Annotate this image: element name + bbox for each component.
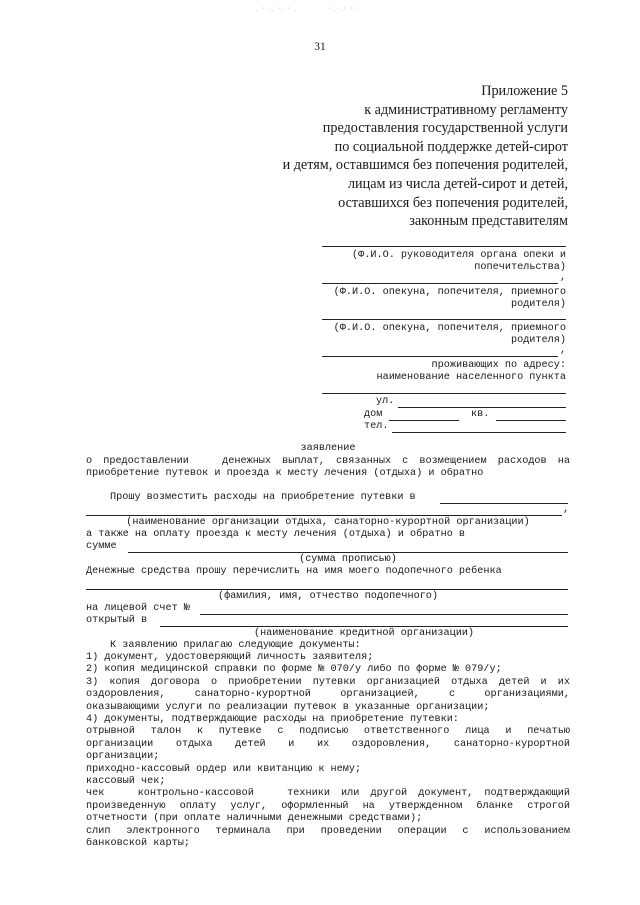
resort-field-cont[interactable] [86, 515, 562, 516]
attachment-item: банковской карты; [86, 838, 190, 850]
guardian-2-name-line[interactable] [322, 319, 566, 320]
attachment-item: организации; [86, 751, 160, 763]
attachment-item: 2) копия медицинской справки по форме № 070/у либо по форме № 079/у; [86, 664, 502, 676]
appendix-line: законным представителям [409, 213, 568, 230]
appendix-line: лицам из числа детей-сирот и детей, [347, 175, 568, 192]
comma: , [560, 272, 567, 283]
ward-caption: (фамилия, имя, отчество подопечного) [217, 591, 439, 602]
attachment-item: слип электронного терминала при проведении операции с использованием [86, 825, 570, 837]
subtitle-line: приобретение путевок и проезда к месту лечения (отдыха) и обратно [86, 468, 484, 480]
page-number: 31 [314, 41, 326, 53]
resort-field[interactable] [440, 503, 568, 504]
sum-label: сумме [86, 541, 117, 552]
guardian-extra-line[interactable] [322, 356, 558, 357]
attachment-item: 3) копия договора о приобретении путевки организацией отдыха детей и их [86, 676, 570, 688]
attachment-item: 4) документы, подтверждающие расходы на приобретение путевки: [86, 714, 459, 726]
appendix-line: и детям, оставшимся без попечения родителей, [282, 157, 568, 174]
appendix-header [168, 82, 568, 231]
guardian-1-caption-2: родителя) [510, 299, 566, 310]
opened-label: открытый в [86, 615, 148, 626]
scan-artifact: ·.·.· · · [330, 4, 361, 13]
appendix-line: Приложение 5 [481, 83, 568, 99]
attachment-item: оказывающими услуги по реализации путевок в указанные организации; [86, 701, 490, 713]
comma: , [563, 504, 570, 515]
bank-caption: (наименование кредитной организации) [253, 628, 475, 639]
statement-subtitle [86, 456, 570, 481]
request-text: Прошу возместить расходы на приобретение путевки в [110, 492, 416, 503]
account-label: на лицевой счет № [86, 603, 190, 614]
bank-field[interactable] [160, 626, 568, 627]
sum-caption: (сумма прописью) [299, 554, 397, 565]
transfer-text: Денежные средства прошу перечислить на имя моего подопечного ребенка [86, 566, 502, 577]
subtitle-line: о предоставлении денежных выплат, связанных с возмещением расходов на [86, 456, 570, 467]
attachment-item: отрывной талон к путевке с подписью ответственного лица и печатью [86, 726, 570, 738]
phone-field[interactable] [392, 432, 566, 433]
org-caption: (наименование организации отдыха, санаторно-курортной организации) [126, 517, 530, 528]
statement-title: заявление [300, 443, 356, 454]
attachment-item: приходно-кассовый ордер или квитанцию к нему; [86, 763, 362, 775]
account-field[interactable] [200, 614, 568, 615]
head-caption-2: попечительства) [474, 262, 566, 273]
attachment-item: 1) документ, удостоверяющий личность заявителя; [86, 652, 374, 663]
guardian-2-caption-2: родителя) [510, 335, 566, 346]
house-field[interactable] [389, 420, 459, 421]
appendix-line: оставшихся без попечения родителей, [338, 194, 568, 211]
house-label: дом [364, 409, 383, 420]
attachment-item: чек контрольно-кассовой техники или другой документ, подтверждающий [86, 788, 570, 800]
comma: , [560, 345, 567, 356]
attachment-item: отчетности (при оплате наличными денежными средствами); [86, 813, 423, 825]
attachments-intro: К заявлению прилагаю следующие документы: [110, 640, 361, 651]
appendix-line: к административному регламенту [364, 101, 568, 118]
head-name-line[interactable] [322, 246, 566, 247]
attachment-item: кассовый чек; [86, 776, 166, 788]
ward-name-field[interactable] [86, 589, 568, 590]
guardian-1-name-line[interactable] [322, 283, 558, 284]
guardian-1-caption-1: (Ф.И.О. опекуна, попечителя, приемного [333, 287, 566, 298]
scan-artifact: . · .. ·. · . [256, 4, 297, 13]
locality-line[interactable] [322, 393, 566, 394]
street-field[interactable] [398, 407, 566, 408]
street-label: ул. [376, 396, 395, 407]
head-caption-1: (Ф.И.О. руководителя органа опеки и [352, 250, 566, 261]
attachments-list [86, 652, 570, 851]
residing-label: проживающих по адресу: [431, 360, 566, 371]
travel-text: а также на оплату проезда к месту лечения (отдыха) и обратно в [86, 529, 466, 540]
phone-label: тел. [364, 421, 389, 432]
apt-field[interactable] [496, 420, 566, 421]
locality-label: наименование населенного пункта [376, 372, 566, 383]
attachment-item: оздоровления, санаторно-курортной организацией, с организациями, [86, 689, 570, 701]
apt-label: кв. [471, 409, 490, 420]
attachment-item: организации отдыха детей и их оздоровления, санаторно-курортной [86, 738, 570, 750]
guardian-2-caption-1: (Ф.И.О. опекуна, попечителя, приемного [333, 323, 566, 334]
attachment-item: произведенную оплату услуг, оформленный на утвержденном бланке строгой [86, 800, 570, 812]
sum-field[interactable] [128, 552, 568, 553]
appendix-line: предоставления государственной услуги [322, 120, 568, 137]
appendix-line: по социальной поддержке детей-сирот [334, 138, 568, 155]
